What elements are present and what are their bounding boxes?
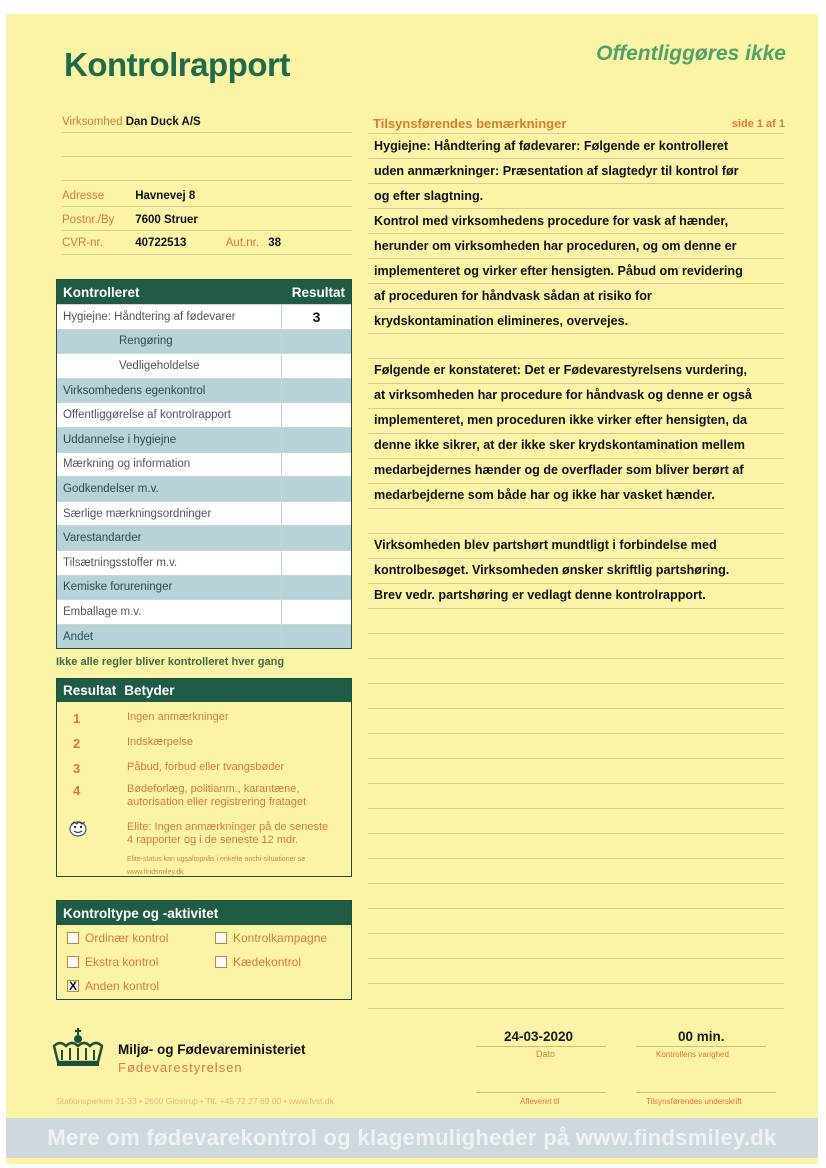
divider bbox=[476, 1046, 606, 1047]
table-row bbox=[57, 550, 351, 575]
row-label: Emballage m.v. bbox=[63, 605, 142, 618]
result-header: Resultat bbox=[291, 284, 345, 300]
control-type-header: Kontroltype og -aktivitet bbox=[57, 901, 351, 925]
table-row bbox=[57, 329, 351, 354]
remark-line: af proceduren for håndvask sådan at risiko for bbox=[374, 289, 652, 303]
row-label: Offentliggørelse af kontrolrapport bbox=[63, 409, 231, 422]
findsmiley-banner: Mere om fødevarekontrol og klagemuligheder på www.findsmiley.dk bbox=[6, 1118, 818, 1158]
row-result bbox=[281, 551, 351, 575]
company-value: Dan Duck A/S bbox=[125, 116, 201, 128]
row-label: Virksomhedens egenkontrol bbox=[63, 384, 206, 397]
divider bbox=[62, 156, 352, 157]
remark-line: denne ikke sikrer, at der ikke sker krydskontamination mellem bbox=[374, 438, 745, 452]
ministry-name: Miljø- og Fødevareministeriet bbox=[118, 1042, 306, 1057]
address-value: Havnevej 8 bbox=[135, 190, 196, 202]
address-field bbox=[62, 190, 195, 202]
remark-line: at virksomheden har procedure for håndvask og denne er også bbox=[374, 388, 752, 402]
remark-line: herunder om virksomheden har proceduren, og om denne er bbox=[374, 239, 737, 253]
remark-line: medarbejdernes hænder og de overflader som bliver berørt af bbox=[374, 463, 744, 477]
divider bbox=[62, 206, 352, 207]
control-type-box bbox=[56, 900, 352, 1000]
row-label: Rengøring bbox=[119, 335, 173, 348]
company-label: Virksomhed bbox=[62, 116, 123, 128]
row-label: Særlige mærkningsordninger bbox=[63, 507, 212, 520]
divider bbox=[62, 180, 352, 181]
result-legend bbox=[56, 678, 352, 877]
table-row bbox=[57, 624, 351, 649]
ruled-line bbox=[368, 933, 784, 934]
table-row bbox=[57, 304, 351, 329]
checkbox-box[interactable] bbox=[67, 956, 79, 968]
ruled-line bbox=[368, 858, 784, 859]
row-result bbox=[281, 428, 351, 452]
ruled-line bbox=[368, 633, 784, 634]
row-label: Tilsætningsstoffer m.v. bbox=[63, 556, 178, 569]
checkbox-label: Ordinær kontrol bbox=[85, 931, 169, 945]
row-label: Kemiske forureninger bbox=[63, 581, 173, 594]
elite-text: Elite: Ingen anmærkninger på de seneste 4 rapporter og i de seneste 12 mdr. bbox=[127, 821, 329, 846]
table-row bbox=[57, 575, 351, 600]
row-result bbox=[281, 354, 351, 378]
row-result bbox=[281, 379, 351, 403]
legend-header bbox=[57, 679, 351, 702]
table-row bbox=[57, 378, 351, 403]
remark-line: uden anmærkninger: Præsentation af slagtedyr til kontrol før bbox=[374, 164, 739, 178]
rules-note: Ikke alle regler bliver kontrolleret hver gang bbox=[56, 656, 285, 668]
table-row bbox=[57, 525, 351, 550]
checkbox-label: Kontrolkampagne bbox=[233, 931, 328, 945]
crown-logo-icon bbox=[48, 1026, 108, 1075]
row-result bbox=[281, 403, 351, 427]
checkbox-box[interactable]: X bbox=[68, 979, 77, 993]
ruled-line bbox=[368, 783, 784, 784]
checkbox-label: Anden kontrol bbox=[85, 979, 160, 993]
ruled-line bbox=[368, 883, 784, 884]
agency-name: Fødevarestyrelsen bbox=[118, 1060, 243, 1075]
divider bbox=[62, 132, 352, 133]
postal-label: Postnr./By bbox=[62, 214, 115, 226]
duration-label: Kontrollens varighed bbox=[656, 1050, 729, 1059]
duration-value: 00 min. bbox=[678, 1029, 725, 1044]
ruled-line bbox=[368, 508, 784, 509]
cvr-field bbox=[62, 237, 281, 249]
divider bbox=[476, 1092, 606, 1093]
signature-label: Tilsynsførendes underskrift bbox=[646, 1097, 742, 1106]
date-label: Dato bbox=[536, 1049, 556, 1059]
ruled-line bbox=[368, 833, 784, 834]
controlled-table-header bbox=[57, 280, 351, 304]
row-label: Hygiejne: Håndtering af fødevarer bbox=[63, 310, 236, 323]
remark-line: Følgende er konstateret: Det er Fødevarestyrelsens vurdering, bbox=[374, 363, 748, 377]
checkbox-box[interactable] bbox=[215, 956, 227, 968]
row-label: Mærkning og information bbox=[63, 458, 191, 471]
table-row bbox=[57, 452, 351, 477]
remark-line: implementeret og virker efter hensigten. Påbud om revidering bbox=[374, 264, 743, 278]
cvr-value: 40722513 bbox=[135, 237, 187, 249]
table-row bbox=[57, 353, 351, 378]
ruled-line bbox=[368, 908, 784, 909]
page-title: Kontrolrapport bbox=[64, 46, 290, 83]
row-label: Varestandarder bbox=[63, 532, 142, 545]
aut-value: 38 bbox=[268, 237, 282, 249]
remark-line: Kontrol med virksomhedens procedure for vask af hænder, bbox=[374, 214, 729, 228]
remarks-paragraph-1 bbox=[374, 134, 784, 334]
row-result bbox=[281, 477, 351, 501]
checkbox-box[interactable] bbox=[67, 932, 79, 944]
remark-line: Virksomheden blev partshørt mundtligt i forbindelse med bbox=[374, 538, 717, 552]
controlled-table bbox=[56, 279, 352, 649]
checkbox-label: Kædekontrol bbox=[233, 955, 302, 969]
legend-text: Påbud, forbud eller tvangsbøder bbox=[127, 761, 285, 773]
row-result: 3 bbox=[281, 305, 351, 329]
chain-control-checkbox[interactable] bbox=[215, 955, 301, 969]
legend-number: 2 bbox=[73, 736, 81, 751]
extra-control-checkbox[interactable] bbox=[67, 955, 158, 969]
remarks-paragraph-3 bbox=[374, 533, 784, 608]
legend-meaning-header: Betyder bbox=[124, 683, 175, 698]
remarks-title: Tilsynsførendes bemærkninger bbox=[373, 116, 567, 131]
campaign-control-checkbox[interactable] bbox=[215, 931, 327, 945]
address-label: Adresse bbox=[62, 190, 105, 202]
remark-line: medarbejderne som både har og ikke har vasket hænder. bbox=[374, 488, 715, 502]
legend-number: 3 bbox=[73, 761, 81, 776]
ruled-line bbox=[368, 683, 784, 684]
agency-address: Stationsparken 31-33 • 2600 Glostrup • Tlf. +45 72 27 69 00 • www.fvst.dk bbox=[56, 1096, 334, 1106]
row-label: Godkendelser m.v. bbox=[63, 482, 159, 495]
legend-result-header: Resultat bbox=[63, 683, 117, 698]
row-result bbox=[281, 453, 351, 477]
postal-field bbox=[62, 214, 198, 226]
ruled-line bbox=[368, 733, 784, 734]
ordinary-control-checkbox[interactable] bbox=[67, 931, 168, 945]
legend-text: Bødeforlæg, politianm., karantæne, autorisation eller registrering frataget bbox=[127, 783, 307, 808]
divider bbox=[62, 230, 352, 231]
company-field bbox=[62, 116, 201, 128]
table-row bbox=[57, 427, 351, 452]
ruled-line bbox=[368, 608, 784, 609]
ruled-line bbox=[368, 708, 784, 709]
table-row bbox=[57, 501, 351, 526]
page-number: side 1 af 1 bbox=[731, 118, 785, 130]
row-result bbox=[281, 576, 351, 600]
report-page bbox=[6, 14, 818, 1164]
cvr-label: CVR-nr. bbox=[62, 237, 103, 249]
table-row bbox=[57, 402, 351, 427]
ruled-line bbox=[368, 808, 784, 809]
date-value: 24-03-2020 bbox=[504, 1029, 574, 1044]
ruled-line bbox=[368, 758, 784, 759]
remark-line: implementeret, men proceduren ikke virker efter hensigten, da bbox=[374, 413, 748, 427]
ruled-line bbox=[368, 658, 784, 659]
ruled-line bbox=[368, 958, 784, 959]
divider bbox=[62, 254, 352, 255]
remarks-paragraph-2 bbox=[374, 358, 784, 508]
controlled-header: Kontrolleret bbox=[63, 284, 140, 300]
row-result bbox=[281, 330, 351, 354]
divider bbox=[636, 1046, 766, 1047]
table-row bbox=[57, 599, 351, 624]
ruled-line bbox=[368, 1008, 784, 1009]
row-result bbox=[281, 600, 351, 624]
row-label: Uddannelse i hygiejne bbox=[63, 433, 177, 446]
legend-text: Indskærpelse bbox=[127, 736, 194, 748]
row-result bbox=[281, 526, 351, 550]
row-label: Vedligeholdelse bbox=[119, 359, 200, 372]
row-result bbox=[281, 502, 351, 526]
remark-line: Brev vedr. partshøring er vedlagt denne kontrolrapport. bbox=[374, 588, 706, 602]
checkbox-label: Ekstra kontrol bbox=[85, 955, 159, 969]
remark-line: og efter slagtning. bbox=[374, 189, 484, 203]
row-label: Andet bbox=[63, 630, 94, 643]
checkbox-box[interactable] bbox=[215, 932, 227, 944]
remark-line: Hygiejne: Håndtering af fødevarer: Følgende er kontrolleret bbox=[374, 139, 729, 153]
elite-small-text: Elite-status kan ugsaltopnås i enkelte anchi-situationer se www.findsmiley.dk bbox=[127, 856, 306, 876]
legend-text: Ingen anmærkninger bbox=[127, 711, 229, 723]
other-control-checkbox[interactable] bbox=[67, 979, 159, 993]
postal-value: 7600 Struer bbox=[135, 214, 198, 226]
remark-line: krydskontamination elimineres, overvejes. bbox=[374, 314, 629, 328]
table-row bbox=[57, 476, 351, 501]
divider bbox=[636, 1092, 776, 1093]
ruled-line bbox=[368, 983, 784, 984]
aut-label: Aut.nr. bbox=[225, 237, 260, 249]
not-published-label: Offentliggøres ikke bbox=[596, 42, 786, 65]
handed-to-label: Afleveret til bbox=[520, 1097, 560, 1106]
legend-number: 4 bbox=[73, 783, 81, 798]
legend-number: 1 bbox=[73, 711, 81, 726]
row-result bbox=[281, 625, 351, 649]
remark-line: kontrolbesøget. Virksomheden ønsker skriftlig partshøring. bbox=[374, 563, 730, 577]
elite-smiley-icon bbox=[69, 821, 87, 840]
